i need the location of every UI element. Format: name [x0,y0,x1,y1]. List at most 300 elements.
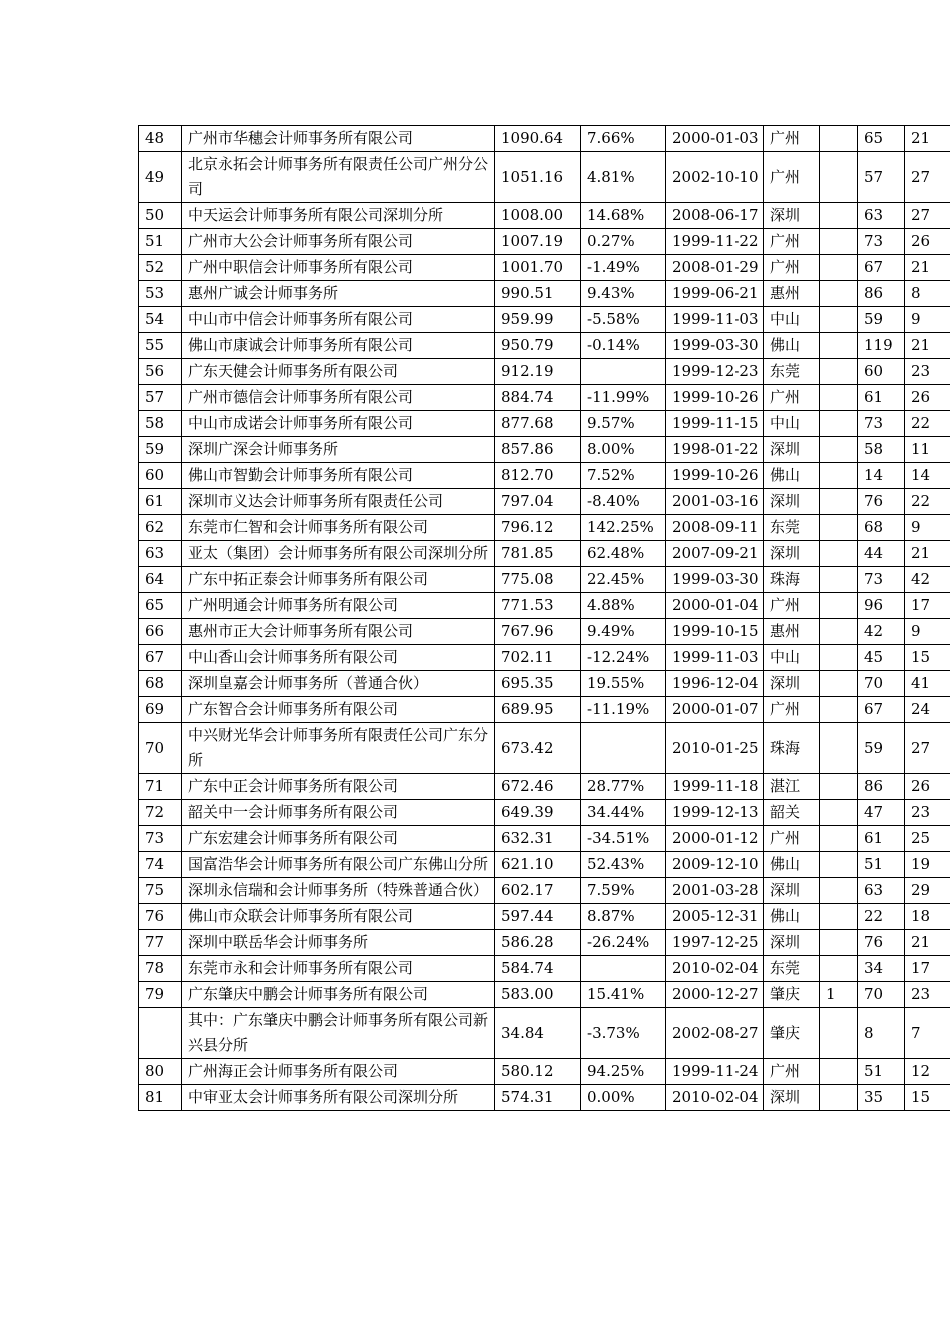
growth-rate-cell: 28.77% [581,774,666,800]
col-9-cell: 9 [905,619,950,645]
established-date-cell: 2009-12-10 [666,852,764,878]
rank-cell: 57 [139,385,182,411]
col-7-cell [820,904,858,930]
established-date-cell: 1999-11-22 [666,229,764,255]
revenue-cell: 1090.64 [495,126,581,152]
table-row [139,723,950,774]
table-row [139,152,950,203]
col-8-cell: 60 [858,359,905,385]
growth-rate-cell: -11.19% [581,697,666,723]
col-9-cell: 41 [905,671,950,697]
firm-name-cell: 佛山市众联会计师事务所有限公司 [182,904,495,930]
table-row [139,126,950,152]
established-date-cell: 2008-09-11 [666,515,764,541]
rank-cell: 62 [139,515,182,541]
firm-name-cell: 中天运会计师事务所有限公司深圳分所 [182,203,495,229]
revenue-cell: 34.84 [495,1008,581,1059]
table-row [139,1085,950,1111]
col-9-cell: 23 [905,800,950,826]
col-9-cell: 7 [905,1008,950,1059]
table-row [139,411,950,437]
rank-cell: 68 [139,671,182,697]
firm-name-cell: 广东中拓正泰会计师事务所有限公司 [182,567,495,593]
rank-cell: 60 [139,463,182,489]
col-7-cell [820,437,858,463]
established-date-cell: 1999-10-15 [666,619,764,645]
growth-rate-cell: 62.48% [581,541,666,567]
col-8-cell: 76 [858,489,905,515]
rank-cell: 48 [139,126,182,152]
table-row [139,956,950,982]
growth-rate-cell: 19.55% [581,671,666,697]
col-8-cell: 119 [858,333,905,359]
firm-name-cell: 佛山市智勤会计师事务所有限公司 [182,463,495,489]
firm-name-cell: 中山市成诺会计师事务所有限公司 [182,411,495,437]
rank-cell: 55 [139,333,182,359]
firm-name-cell: 东莞市永和会计师事务所有限公司 [182,956,495,982]
col-8-cell: 86 [858,281,905,307]
col-8-cell: 57 [858,152,905,203]
col-8-cell: 65 [858,126,905,152]
rank-cell: 79 [139,982,182,1008]
firm-name-cell: 惠州广诚会计师事务所 [182,281,495,307]
growth-rate-cell: -3.73% [581,1008,666,1059]
city-cell: 韶关 [764,800,820,826]
col-9-cell: 14 [905,463,950,489]
firm-name-cell: 广东智合会计师事务所有限公司 [182,697,495,723]
growth-rate-cell: 7.52% [581,463,666,489]
revenue-cell: 702.11 [495,645,581,671]
col-8-cell: 14 [858,463,905,489]
revenue-cell: 912.19 [495,359,581,385]
revenue-cell: 621.10 [495,852,581,878]
growth-rate-cell [581,723,666,774]
revenue-cell: 990.51 [495,281,581,307]
firm-name-cell: 广东肇庆中鹏会计师事务所有限公司 [182,982,495,1008]
revenue-cell: 695.35 [495,671,581,697]
firm-name-cell: 惠州市正大会计师事务所有限公司 [182,619,495,645]
growth-rate-cell: 7.59% [581,878,666,904]
city-cell: 广州 [764,229,820,255]
firm-name-cell: 广州市华穗会计师事务所有限公司 [182,126,495,152]
col-8-cell: 59 [858,723,905,774]
col-8-cell: 68 [858,515,905,541]
firm-name-cell: 北京永拓会计师事务所有限责任公司广州分公司 [182,152,495,203]
col-7-cell [820,593,858,619]
rank-cell: 58 [139,411,182,437]
col-9-cell: 21 [905,255,950,281]
col-7-cell [820,463,858,489]
rank-cell: 76 [139,904,182,930]
col-8-cell: 58 [858,437,905,463]
col-8-cell: 59 [858,307,905,333]
rank-cell: 72 [139,800,182,826]
firm-name-cell: 广东天健会计师事务所有限公司 [182,359,495,385]
col-7-cell [820,619,858,645]
growth-rate-cell: 0.27% [581,229,666,255]
table-row [139,541,950,567]
established-date-cell: 2005-12-31 [666,904,764,930]
table-row [139,930,950,956]
firm-name-cell: 广州市德信会计师事务所有限公司 [182,385,495,411]
rank-cell: 67 [139,645,182,671]
table-row [139,904,950,930]
firm-name-cell: 广州海正会计师事务所有限公司 [182,1059,495,1085]
col-8-cell: 73 [858,567,905,593]
table-row [139,385,950,411]
table-row [139,826,950,852]
col-7-cell [820,567,858,593]
col-9-cell: 23 [905,982,950,1008]
col-9-cell: 17 [905,593,950,619]
col-8-cell: 67 [858,697,905,723]
col-9-cell: 11 [905,437,950,463]
col-7-cell [820,878,858,904]
firm-name-cell: 中审亚太会计师事务所有限公司深圳分所 [182,1085,495,1111]
col-9-cell: 12 [905,1059,950,1085]
rank-cell: 56 [139,359,182,385]
city-cell: 东莞 [764,956,820,982]
revenue-cell: 673.42 [495,723,581,774]
col-9-cell: 42 [905,567,950,593]
city-cell: 佛山 [764,904,820,930]
established-date-cell: 1999-11-15 [666,411,764,437]
table-row [139,982,950,1008]
col-7-cell [820,229,858,255]
col-9-cell: 21 [905,930,950,956]
established-date-cell: 2000-01-07 [666,697,764,723]
established-date-cell: 1999-03-30 [666,333,764,359]
established-date-cell: 2002-08-27 [666,1008,764,1059]
col-7-cell [820,541,858,567]
firm-name-cell: 广州中职信会计师事务所有限公司 [182,255,495,281]
growth-rate-cell: -34.51% [581,826,666,852]
table-row [139,255,950,281]
established-date-cell: 1999-11-24 [666,1059,764,1085]
city-cell: 深圳 [764,541,820,567]
rank-cell: 80 [139,1059,182,1085]
firm-name-cell: 广东中正会计师事务所有限公司 [182,774,495,800]
firm-name-cell: 深圳中联岳华会计师事务所 [182,930,495,956]
table-row [139,489,950,515]
revenue-cell: 1008.00 [495,203,581,229]
col-7-cell [820,774,858,800]
col-8-cell: 67 [858,255,905,281]
established-date-cell: 2008-01-29 [666,255,764,281]
revenue-cell: 767.96 [495,619,581,645]
table-row [139,852,950,878]
firm-name-cell: 深圳皇嘉会计师事务所（普通合伙） [182,671,495,697]
growth-rate-cell: 142.25% [581,515,666,541]
rank-cell: 50 [139,203,182,229]
col-9-cell: 26 [905,229,950,255]
col-7-cell [820,956,858,982]
revenue-cell: 1051.16 [495,152,581,203]
established-date-cell: 2010-02-04 [666,956,764,982]
col-9-cell: 9 [905,307,950,333]
growth-rate-cell: -12.24% [581,645,666,671]
city-cell: 肇庆 [764,1008,820,1059]
city-cell: 深圳 [764,671,820,697]
rank-cell: 66 [139,619,182,645]
established-date-cell: 2010-02-04 [666,1085,764,1111]
city-cell: 深圳 [764,489,820,515]
table-row [139,229,950,255]
table-row [139,281,950,307]
rank-cell: 74 [139,852,182,878]
established-date-cell: 2000-01-03 [666,126,764,152]
table-row [139,619,950,645]
firm-name-cell: 佛山市康诚会计师事务所有限公司 [182,333,495,359]
table-row [139,359,950,385]
firm-name-cell: 东莞市仁智和会计师事务所有限公司 [182,515,495,541]
col-9-cell: 21 [905,541,950,567]
col-8-cell: 35 [858,1085,905,1111]
col-7-cell [820,411,858,437]
city-cell: 中山 [764,307,820,333]
col-8-cell: 34 [858,956,905,982]
col-8-cell: 70 [858,671,905,697]
col-8-cell: 96 [858,593,905,619]
established-date-cell: 2000-12-27 [666,982,764,1008]
col-9-cell: 22 [905,489,950,515]
city-cell: 东莞 [764,359,820,385]
rank-cell: 64 [139,567,182,593]
rank-cell: 52 [139,255,182,281]
firm-name-cell: 深圳市义达会计师事务所有限责任公司 [182,489,495,515]
established-date-cell: 1999-11-03 [666,307,764,333]
col-9-cell: 27 [905,152,950,203]
table-row [139,671,950,697]
growth-rate-cell: -1.49% [581,255,666,281]
table-body [139,126,950,1111]
city-cell: 深圳 [764,878,820,904]
col-7-cell [820,930,858,956]
col-7-cell [820,126,858,152]
rank-cell: 71 [139,774,182,800]
growth-rate-cell: 34.44% [581,800,666,826]
col-7-cell [820,489,858,515]
revenue-cell: 775.08 [495,567,581,593]
growth-rate-cell: 8.00% [581,437,666,463]
col-8-cell: 73 [858,411,905,437]
firm-name-cell: 广州明通会计师事务所有限公司 [182,593,495,619]
revenue-cell: 602.17 [495,878,581,904]
established-date-cell: 2010-01-25 [666,723,764,774]
rank-cell [139,1008,182,1059]
col-9-cell: 15 [905,1085,950,1111]
firm-name-cell: 中兴财光华会计师事务所有限责任公司广东分所 [182,723,495,774]
rank-cell: 65 [139,593,182,619]
established-date-cell: 1999-03-30 [666,567,764,593]
revenue-cell: 959.99 [495,307,581,333]
revenue-cell: 771.53 [495,593,581,619]
city-cell: 广州 [764,826,820,852]
established-date-cell: 2001-03-16 [666,489,764,515]
established-date-cell: 1999-10-26 [666,463,764,489]
rank-cell: 75 [139,878,182,904]
revenue-cell: 797.04 [495,489,581,515]
revenue-cell: 812.70 [495,463,581,489]
rank-cell: 63 [139,541,182,567]
city-cell: 中山 [764,645,820,671]
revenue-cell: 649.39 [495,800,581,826]
established-date-cell: 2008-06-17 [666,203,764,229]
col-7-cell [820,385,858,411]
col-7-cell [820,671,858,697]
rank-cell: 61 [139,489,182,515]
col-8-cell: 51 [858,852,905,878]
revenue-cell: 781.85 [495,541,581,567]
rank-cell: 49 [139,152,182,203]
established-date-cell: 1999-12-13 [666,800,764,826]
col-8-cell: 44 [858,541,905,567]
growth-rate-cell [581,956,666,982]
col-9-cell: 21 [905,126,950,152]
col-7-cell [820,826,858,852]
firm-ranking-table [138,125,950,1111]
rank-cell: 59 [139,437,182,463]
growth-rate-cell: 4.81% [581,152,666,203]
rank-cell: 81 [139,1085,182,1111]
established-date-cell: 1996-12-04 [666,671,764,697]
col-7-cell [820,800,858,826]
revenue-cell: 672.46 [495,774,581,800]
col-9-cell: 19 [905,852,950,878]
city-cell: 广州 [764,593,820,619]
city-cell: 惠州 [764,281,820,307]
city-cell: 佛山 [764,852,820,878]
growth-rate-cell: 94.25% [581,1059,666,1085]
city-cell: 珠海 [764,567,820,593]
col-9-cell: 9 [905,515,950,541]
col-7-cell [820,723,858,774]
col-8-cell: 42 [858,619,905,645]
col-9-cell: 17 [905,956,950,982]
established-date-cell: 1999-10-26 [666,385,764,411]
col-7-cell [820,255,858,281]
established-date-cell: 1999-12-23 [666,359,764,385]
col-9-cell: 26 [905,774,950,800]
city-cell: 广州 [764,385,820,411]
established-date-cell: 1997-12-25 [666,930,764,956]
col-9-cell: 18 [905,904,950,930]
growth-rate-cell: -26.24% [581,930,666,956]
city-cell: 广州 [764,255,820,281]
col-9-cell: 29 [905,878,950,904]
table-row [139,800,950,826]
col-7-cell [820,359,858,385]
rank-cell: 51 [139,229,182,255]
revenue-cell: 950.79 [495,333,581,359]
revenue-cell: 689.95 [495,697,581,723]
city-cell: 中山 [764,411,820,437]
rank-cell: 70 [139,723,182,774]
col-9-cell: 8 [905,281,950,307]
rank-cell: 73 [139,826,182,852]
established-date-cell: 1999-11-03 [666,645,764,671]
revenue-cell: 877.68 [495,411,581,437]
col-8-cell: 63 [858,203,905,229]
city-cell: 惠州 [764,619,820,645]
revenue-cell: 597.44 [495,904,581,930]
city-cell: 湛江 [764,774,820,800]
table-row [139,567,950,593]
growth-rate-cell: 0.00% [581,1085,666,1111]
col-7-cell [820,307,858,333]
city-cell: 深圳 [764,437,820,463]
firm-name-cell: 亚太（集团）会计师事务所有限公司深圳分所 [182,541,495,567]
col-7-cell: 1 [820,982,858,1008]
revenue-cell: 584.74 [495,956,581,982]
revenue-cell: 1007.19 [495,229,581,255]
col-7-cell [820,515,858,541]
table-row [139,203,950,229]
firm-name-cell: 韶关中一会计师事务所有限公司 [182,800,495,826]
col-8-cell: 51 [858,1059,905,1085]
city-cell: 肇庆 [764,982,820,1008]
established-date-cell: 2001-03-28 [666,878,764,904]
established-date-cell: 1998-01-22 [666,437,764,463]
city-cell: 深圳 [764,930,820,956]
city-cell: 广州 [764,1059,820,1085]
col-9-cell: 21 [905,333,950,359]
col-7-cell [820,1059,858,1085]
city-cell: 广州 [764,152,820,203]
table-row [139,593,950,619]
col-7-cell [820,203,858,229]
col-7-cell [820,152,858,203]
city-cell: 深圳 [764,1085,820,1111]
col-8-cell: 70 [858,982,905,1008]
growth-rate-cell: 22.45% [581,567,666,593]
growth-rate-cell: 9.43% [581,281,666,307]
col-8-cell: 61 [858,385,905,411]
firm-name-cell: 深圳永信瑞和会计师事务所（特殊普通合伙） [182,878,495,904]
growth-rate-cell: 14.68% [581,203,666,229]
table-row [139,463,950,489]
growth-rate-cell: 4.88% [581,593,666,619]
table-row [139,333,950,359]
growth-rate-cell: -11.99% [581,385,666,411]
revenue-cell: 583.00 [495,982,581,1008]
col-9-cell: 25 [905,826,950,852]
rank-cell: 53 [139,281,182,307]
revenue-cell: 1001.70 [495,255,581,281]
col-8-cell: 63 [858,878,905,904]
col-8-cell: 47 [858,800,905,826]
rank-cell: 77 [139,930,182,956]
col-9-cell: 27 [905,203,950,229]
growth-rate-cell: -5.58% [581,307,666,333]
growth-rate-cell: -0.14% [581,333,666,359]
rank-cell: 69 [139,697,182,723]
revenue-cell: 884.74 [495,385,581,411]
col-7-cell [820,333,858,359]
col-7-cell [820,645,858,671]
revenue-cell: 632.31 [495,826,581,852]
col-7-cell [820,697,858,723]
growth-rate-cell [581,359,666,385]
col-8-cell: 61 [858,826,905,852]
firm-name-cell: 其中：广东肇庆中鹏会计师事务所有限公司新兴县分所 [182,1008,495,1059]
col-7-cell [820,281,858,307]
city-cell: 东莞 [764,515,820,541]
table-row [139,1059,950,1085]
table-row [139,774,950,800]
firm-name-cell: 中山市中信会计师事务所有限公司 [182,307,495,333]
growth-rate-cell: 9.49% [581,619,666,645]
